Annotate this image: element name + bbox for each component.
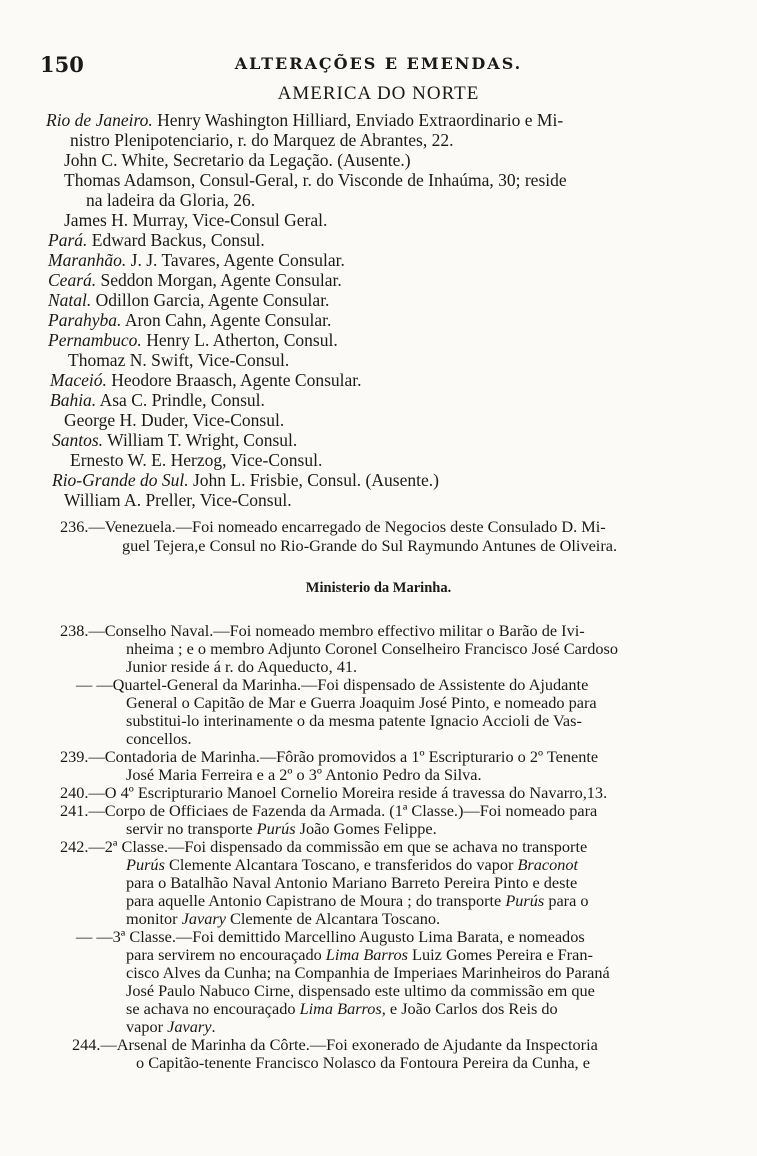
consular-line: Pernambuco. Henry L. Atherton, Consul. xyxy=(48,330,338,350)
item-line: José Maria Ferreira e a 2º o 3º Antonio Pedro da Silva. xyxy=(126,765,482,784)
place-name: Bahia. xyxy=(50,390,97,410)
item-line: 244.—Arsenal de Marinha da Côrte.—Foi exonerado de Ajudante da Inspectoria xyxy=(72,1035,598,1054)
consular-line: Santos. William T. Wright, Consul. xyxy=(52,430,298,450)
item-line: para o Batalhão Naval Antonio Mariano Barreto Pereira Pinto e deste xyxy=(126,873,578,892)
item-line: para servirem no encouraçado Lima Barros Luiz Gomes Pereira e Fran- xyxy=(126,945,593,964)
consular-line: James H. Murray, Vice-Consul Geral. xyxy=(64,210,328,230)
consular-line: Thomaz N. Swift, Vice-Consul. xyxy=(68,350,290,370)
item-line: Purús Clemente Alcantara Toscano, e transferidos do vapor Braconot xyxy=(126,855,579,874)
item-line: José Paulo Nabuco Cirne, dispensado este ultimo da commissão em que xyxy=(126,981,595,1000)
consular-line: Maceió. Heodore Braasch, Agente Consular. xyxy=(50,370,362,390)
running-header xyxy=(40,52,717,76)
item-line: o Capitão-tenente Francisco Nolasco da Fontoura Pereira da Cunha, e xyxy=(136,1053,590,1072)
item-line: para aquelle Antonio Capistrano de Moura ; do transporte Purús para o xyxy=(126,891,589,910)
running-title: ALTERAÇÕES E EMENDAS. xyxy=(234,54,523,73)
consular-line: Thomas Adamson, Consul-Geral, r. do Visconde de Inhaúma, 30; reside xyxy=(64,170,567,190)
consular-line: John C. White, Secretario da Legação. (Ausente.) xyxy=(64,150,411,170)
item-line: vapor Javary. xyxy=(126,1017,216,1036)
place-name: Natal. xyxy=(48,290,92,310)
consular-line: William A. Preller, Vice-Consul. xyxy=(64,490,292,510)
item-line: General o Capitão de Mar e Guerra Joaquim José Pinto, e nomeado para xyxy=(126,693,597,712)
consular-line: nistro Plenipotenciario, r. do Marquez de Abrantes, 22. xyxy=(70,130,454,150)
item-line: 236.—Venezuela.—Foi nomeado encarregado de Negocios deste Consulado D. Mi- xyxy=(60,517,606,536)
consular-line: George H. Duder, Vice-Consul. xyxy=(64,410,285,430)
place-name: Parahyba. xyxy=(48,310,122,330)
ministry-title: Ministerio da Marinha. xyxy=(305,580,452,596)
item-line: nheima ; e o membro Adjunto Coronel Conselheiro Francisco José Cardoso xyxy=(126,639,618,658)
place-name: Ceará. xyxy=(48,270,97,290)
consular-line: Ceará. Seddon Morgan, Agente Consular. xyxy=(48,270,342,290)
item-line: Junior reside á r. do Aqueducto, 41. xyxy=(126,657,358,676)
item-line: servir no transporte Purús João Gomes Felippe. xyxy=(126,819,437,838)
consular-line: Ernesto W. E. Herzog, Vice-Consul. xyxy=(70,450,323,470)
item-line: substitui-lo interinamente o da mesma patente Ignacio Accioli de Vas- xyxy=(126,711,582,730)
place-name: Maceió. xyxy=(50,370,107,390)
place-name: Pará. xyxy=(48,230,88,250)
place-name: Rio de Janeiro. xyxy=(46,110,153,130)
section-title: AMERICA DO NORTE xyxy=(277,83,480,104)
item-line: monitor Javary Clemente de Alcantara Toscano. xyxy=(126,909,441,928)
item-line: 242.—2ª Classe.—Foi dispensado da commissão em que se achava no transporte xyxy=(60,837,588,856)
item-line: cisco Alves da Cunha; na Companhia de Imperiaes Marinheiros do Paraná xyxy=(126,963,610,982)
consular-line: Bahia. Asa C. Prindle, Consul. xyxy=(50,390,265,410)
item-line: se achava no encouraçado Lima Barros, e João Carlos dos Reis do xyxy=(126,999,558,1018)
consular-line: Rio-Grande do Sul. John L. Frisbie, Consul. (Ausente.) xyxy=(52,470,439,490)
item-line: 239.—Contadoria de Marinha.—Fôrão promovidos a 1º Escripturario o 2º Tenente xyxy=(60,747,599,766)
consular-line: Pará. Edward Backus, Consul. xyxy=(48,230,265,250)
consular-line: na ladeira da Gloria, 26. xyxy=(86,190,256,210)
item-line: 238.—Conselho Naval.—Foi nomeado membro effectivo militar o Barão de Ivi- xyxy=(60,621,585,640)
item-line: 241.—Corpo de Officiaes de Fazenda da Armada. (1ª Classe.)—Foi nomeado para xyxy=(60,801,598,820)
consular-line: Maranhão. J. J. Tavares, Agente Consular. xyxy=(48,250,345,270)
place-name: Pernambuco. xyxy=(48,330,142,350)
item-line: 240.—O 4º Escripturario Manoel Cornelio Moreira reside á travessa do Navarro,13. xyxy=(60,783,608,802)
consular-line: Parahyba. Aron Cahn, Agente Consular. xyxy=(48,310,332,330)
place-name: Santos. xyxy=(52,430,104,450)
place-name: Maranhão. xyxy=(48,250,127,270)
item-line: concellos. xyxy=(126,729,192,748)
consular-line: Rio de Janeiro. Henry Washington Hilliard, Enviado Extraordinario e Mi- xyxy=(46,110,564,130)
page-number: 150 xyxy=(40,52,84,77)
item-line: — —3ª Classe.—Foi demittido Marcellino Augusto Lima Barata, e nomeados xyxy=(76,927,585,946)
item-line: — —Quartel-General da Marinha.—Foi dispensado de Assistente do Ajudante xyxy=(76,675,589,694)
consular-line: Natal. Odillon Garcia, Agente Consular. xyxy=(48,290,330,310)
item-line: guel Tejera,e Consul no Rio-Grande do Sul Raymundo Antunes de Oliveira. xyxy=(122,536,618,555)
place-name: Rio-Grande do Sul. xyxy=(52,470,189,490)
